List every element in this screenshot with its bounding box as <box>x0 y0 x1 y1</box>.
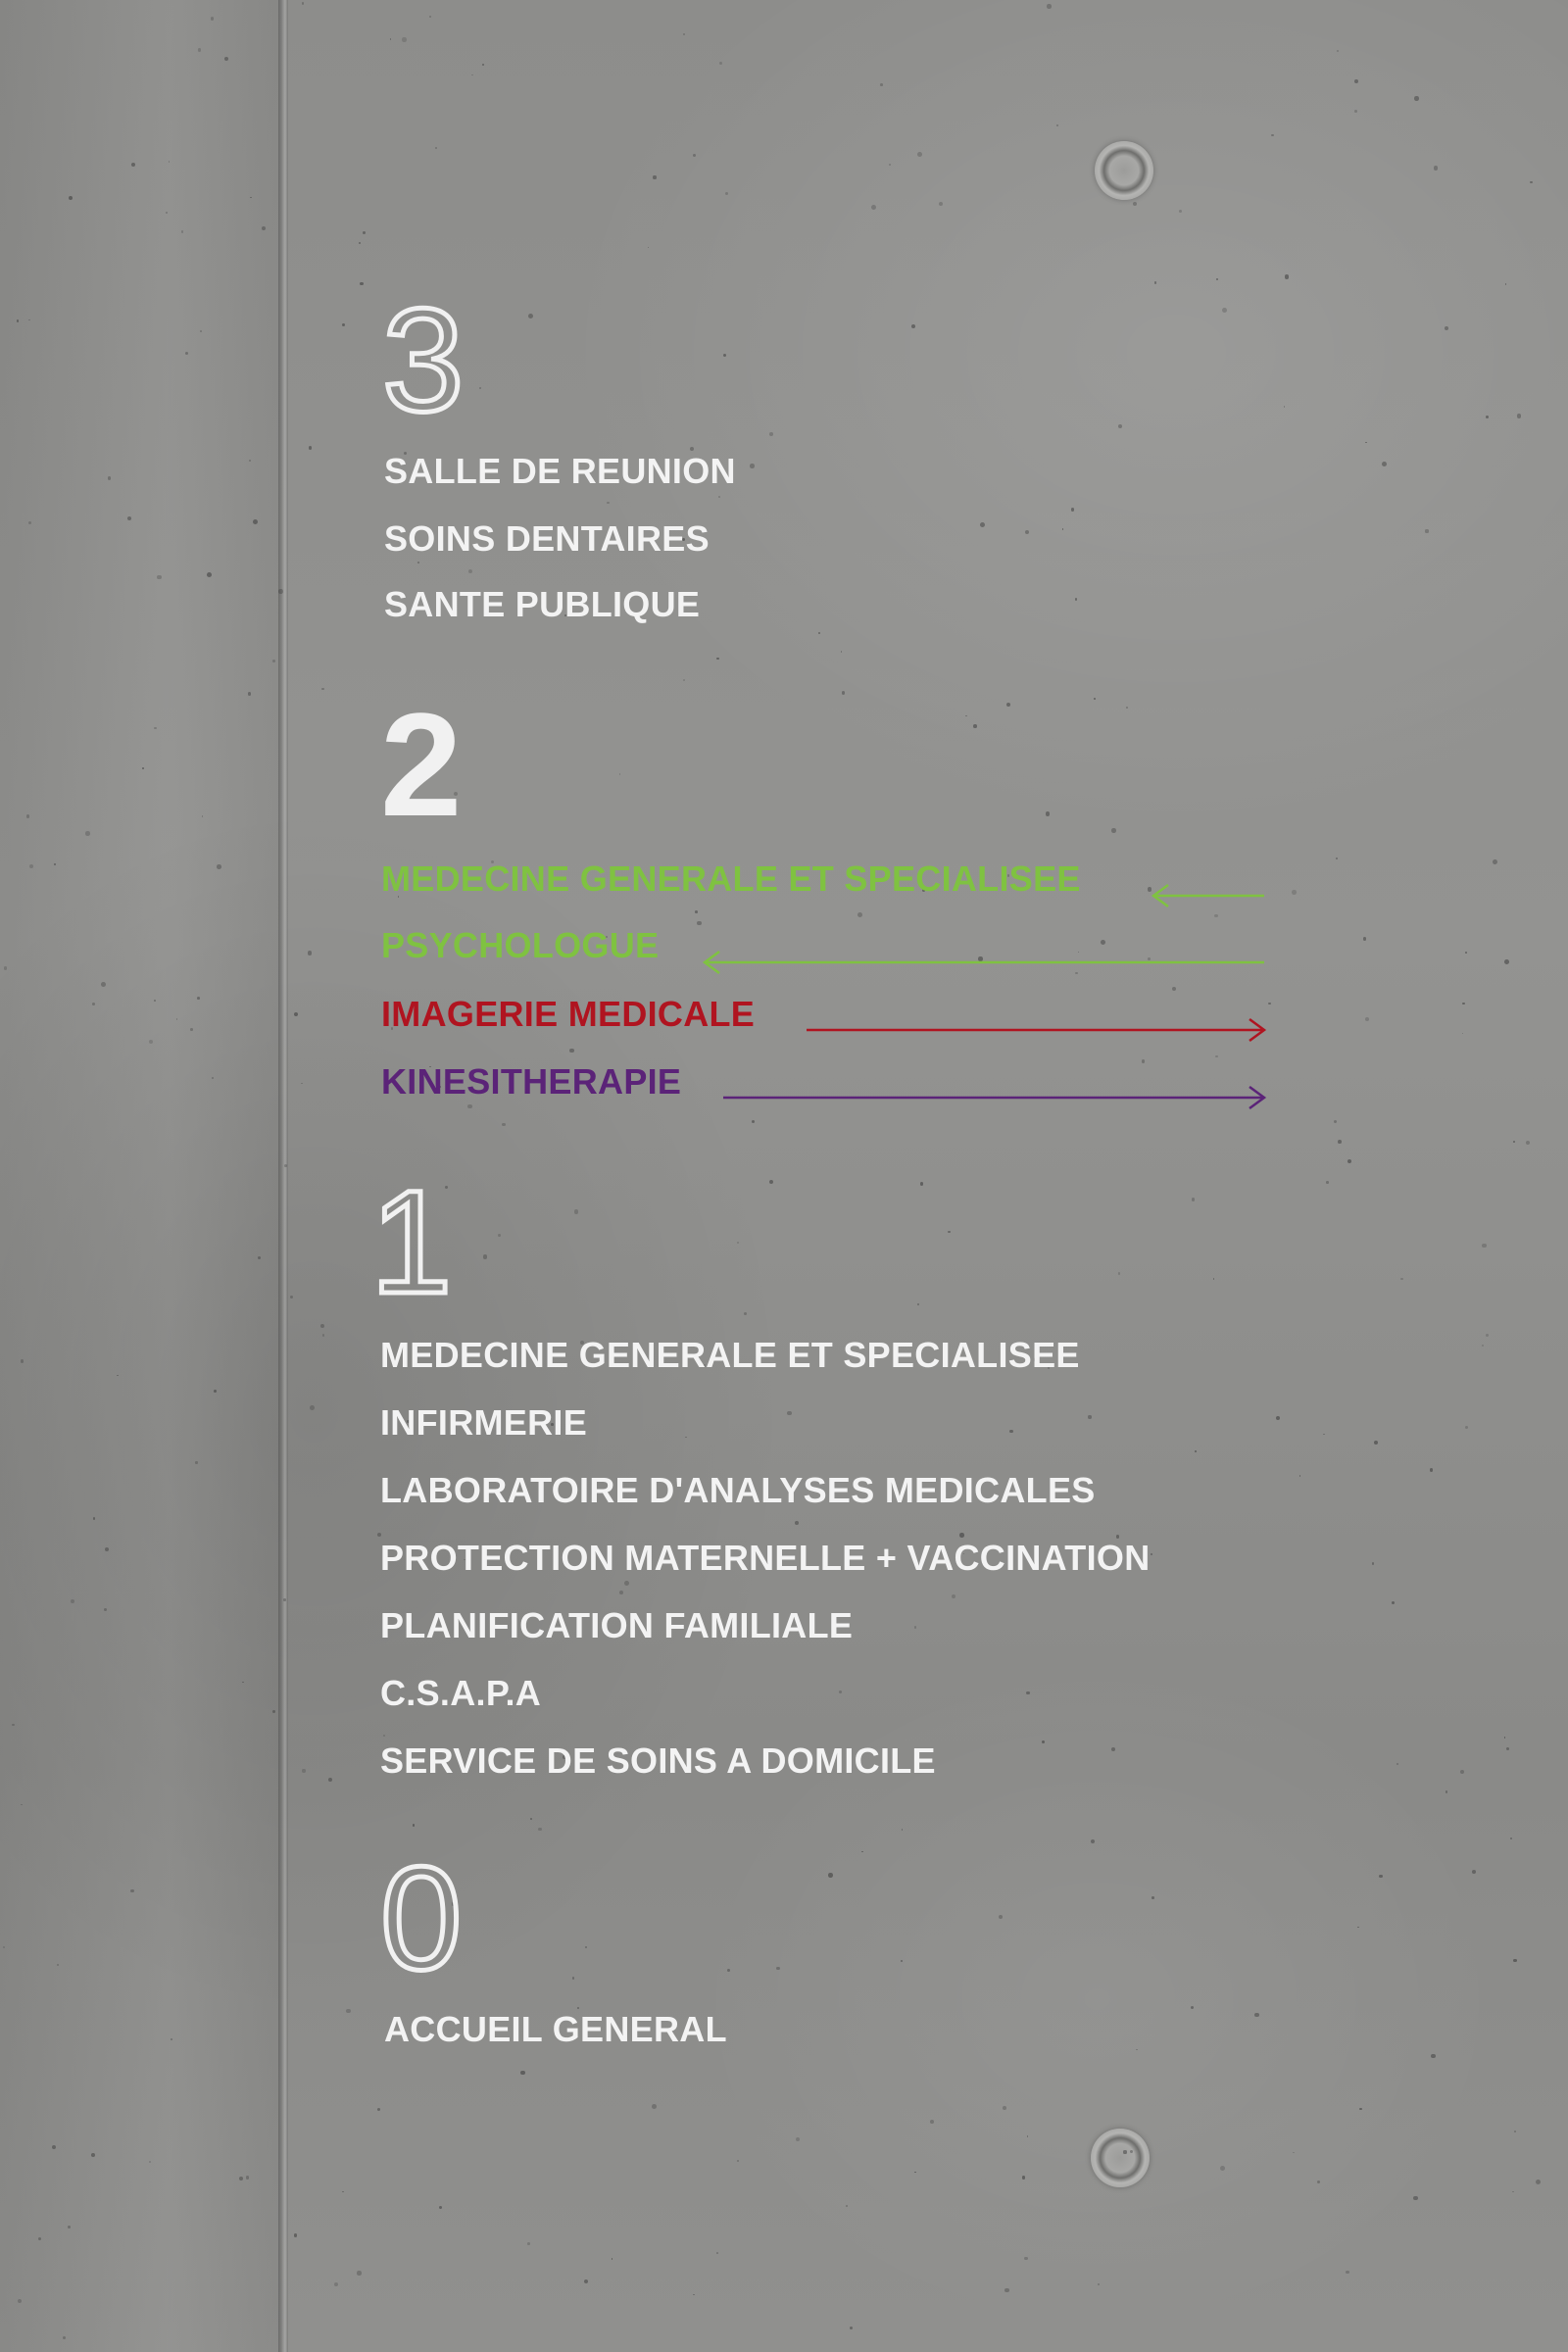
floor-3-number: 3 <box>382 277 465 442</box>
floor-1-item: PROTECTION MATERNELLE + VACCINATION <box>380 1538 1151 1578</box>
floor-0-item: ACCUEIL GENERAL <box>384 2009 727 2049</box>
floor-1-item: PLANIFICATION FAMILIALE <box>380 1605 854 1645</box>
floor-1-item: MEDECINE GENERALE ET SPECIALISEE <box>380 1335 1080 1375</box>
floor-2-number: 2 <box>380 682 463 847</box>
floor-3-item: SOINS DENTAIRES <box>384 518 710 559</box>
floor-2-item: IMAGERIE MEDICALE <box>381 994 756 1034</box>
floor-2-item: MEDECINE GENERALE ET SPECIALISEE <box>381 858 1081 899</box>
right-arrow-icon <box>723 1087 1264 1108</box>
right-arrow-icon <box>807 1019 1264 1041</box>
floor-2-item: KINESITHERAPIE <box>381 1061 682 1102</box>
floor-1-item: SERVICE DE SOINS A DOMICILE <box>380 1740 936 1781</box>
floor-2-item: PSYCHOLOGUE <box>381 925 660 965</box>
floor-3-item: SALLE DE REUNION <box>384 451 736 491</box>
left-arrow-icon <box>705 952 1264 973</box>
floor-3-item: SANTE PUBLIQUE <box>384 584 701 624</box>
floor-1-number: 1 <box>370 1159 453 1324</box>
floor-1-item: LABORATOIRE D'ANALYSES MEDICALES <box>380 1470 1096 1510</box>
floor-1-item: INFIRMERIE <box>380 1402 588 1443</box>
floor-0-number: 0 <box>380 1836 463 2000</box>
floor-1-item: C.S.A.P.A <box>380 1673 542 1713</box>
left-arrow-icon <box>1153 885 1264 906</box>
